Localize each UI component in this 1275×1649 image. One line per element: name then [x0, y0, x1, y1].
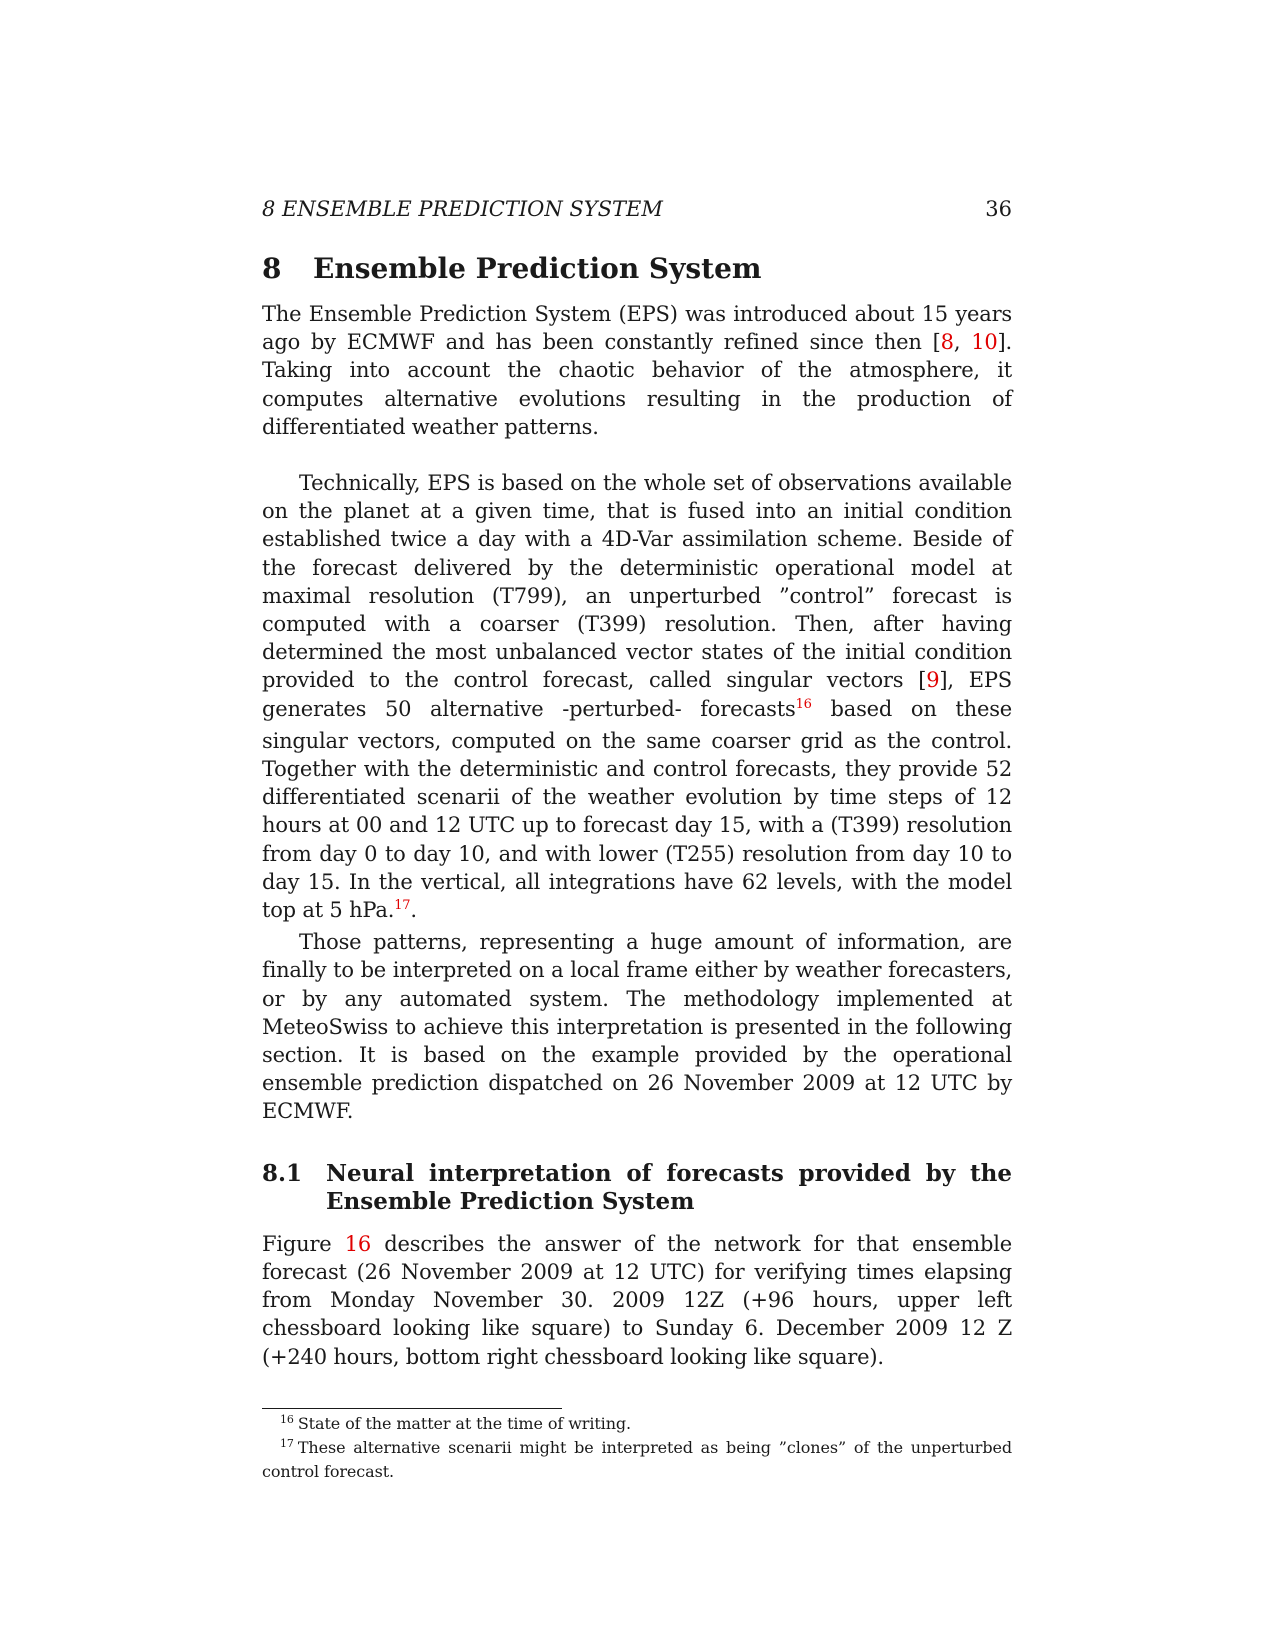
- paragraph-technical: [262, 469, 1012, 928]
- text-run: Technically, EPS is based on the whole set of observations available on the planet at a given time, that is fused into an initial condition established twice a day with a 4D-Var assimilation scheme. Beside of the forecast delivered by the deterministic operational model at maximal resolution (T799), an unperturbed ”control” forecast is computed with a coarser (T399) resolution. Then, after having determined the most unbalanced vector states of the initial condition provided to the control forecast, called singular vectors [: [262, 471, 1012, 693]
- footnote-link[interactable]: 17: [394, 898, 411, 914]
- text-run: based on these singular vectors, computed on the same coarser grid as the control. Together with the deterministic and control forecasts, they provide 52 differentiated scenarii of the weather evolution by time steps of 12 hours at 00 and 12 UTC up to forecast day 15, with a (T399) resolution from day 0 to day 10, and with lower (T255) resolution from day 10 to day 15. In the vertical, all integrations have 62 levels, with the model top at 5 hPa.: [262, 696, 1012, 923]
- page-number: 36: [985, 197, 1012, 221]
- citation-link[interactable]: 9: [926, 668, 940, 693]
- running-title: 8 ENSEMBLE PREDICTION SYSTEM: [262, 197, 663, 221]
- section-heading: [262, 249, 1012, 289]
- footnote-text: State of the matter at the time of writing.: [297, 1413, 632, 1433]
- text-run: Figure: [262, 1231, 345, 1256]
- subsection-heading: [262, 1160, 1012, 1216]
- subsection-number: 8.1: [262, 1159, 303, 1187]
- subsection-title: Neural interpretation of forecasts provided by the Ensemble Prediction System: [326, 1159, 1012, 1215]
- text-run: describes the answer of the network for that ensemble forecast (26 November 2009 at 12 UTC) for verifying times elapsing from Monday November 30. 2009 12Z (+96 hours, upper left chessboard looking like square) to Sunday 6. December 2009 12 Z (+240 hours, bottom right chessboard looking like square).: [262, 1231, 1013, 1369]
- paragraph-figure: [262, 1230, 1012, 1371]
- text-run: ], EPS generates 50 alternative -perturbed- forecasts: [262, 668, 1012, 721]
- section-title: Ensemble Prediction System: [313, 252, 762, 285]
- paragraph-intro: [262, 300, 1012, 441]
- footnote-mark: 16: [280, 1412, 294, 1426]
- document-page: [262, 195, 1012, 1483]
- footnote-mark: 17: [280, 1436, 294, 1450]
- citation-link[interactable]: 8: [940, 330, 954, 355]
- figure-link[interactable]: 16: [344, 1231, 372, 1256]
- text-run: .: [410, 898, 417, 923]
- citation-link[interactable]: 10: [971, 330, 998, 355]
- text-run: ]. Taking into account the chaotic behavior of the atmosphere, it computes alternative evolutions resulting in the production of differentiated weather patterns.: [262, 330, 1012, 439]
- footnote-text: These alternative scenarii might be interpreted as being ”clones” of the unperturbed control forecast.: [262, 1437, 1012, 1481]
- section-number: 8: [262, 252, 282, 285]
- running-header: [262, 195, 1012, 223]
- text-run: ,: [953, 330, 972, 355]
- text-run: The Ensemble Prediction System (EPS) was introduced about 15 years ago by ECMWF and has been constantly refined since then [: [262, 302, 1012, 355]
- footnote-17: [262, 1437, 1012, 1483]
- footnote-16: [262, 1413, 1012, 1437]
- footnote-rule: [262, 1408, 562, 1409]
- paragraph-patterns: Those patterns, representing a huge amount of information, are finally to be interpreted on a local frame either by weather forecasters, or by any automated system. The methodology implemented at MeteoSwiss to achieve this interpretation is presented in the following section. It is based on the example provided by the operational ensemble prediction dispatched on 26 November 2009 at 12 UTC by ECMWF.: [262, 930, 1012, 1124]
- footnote-link[interactable]: 16: [795, 696, 812, 712]
